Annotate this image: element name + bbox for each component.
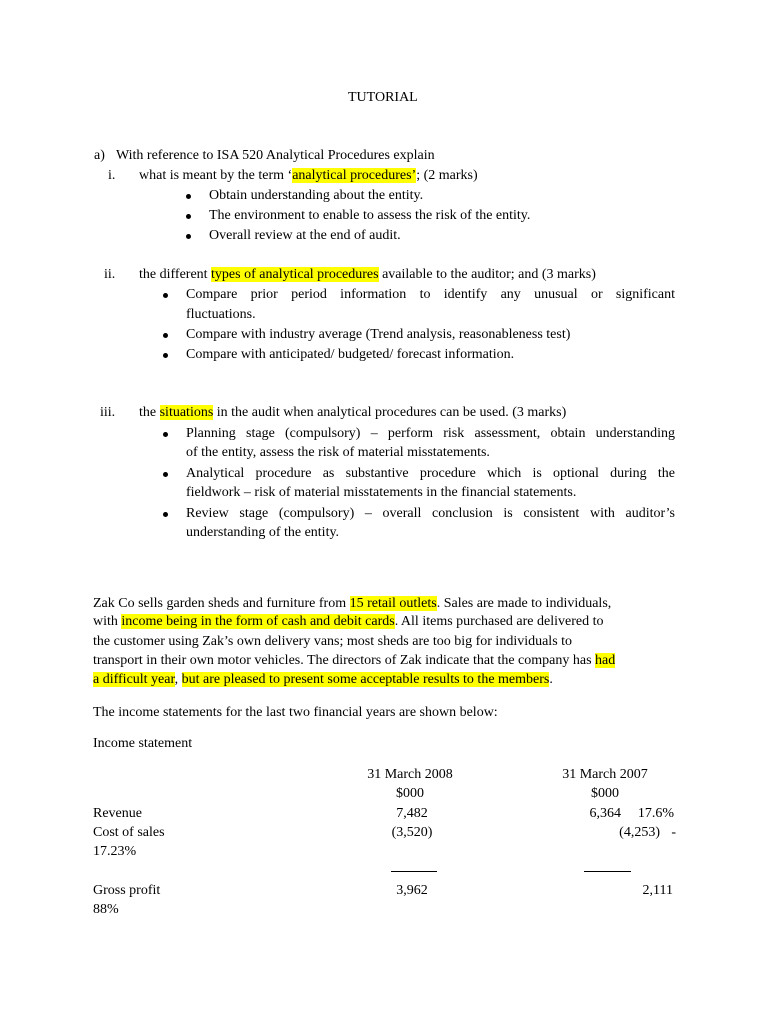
bullet-text: Analytical procedure as substantive procedure which is optional during the: [186, 466, 675, 481]
question-ii: the different types of analytical procedures available to the auditor; and (3 marks): [139, 267, 596, 282]
row-note: 17.6%: [637, 806, 674, 821]
case-line-4: transport in their own motor vehicles. The directors of Zak indicate that the company has had: [93, 653, 616, 668]
bullet-marker: [186, 234, 191, 239]
col-header-2008: 31 March 2008: [367, 767, 453, 782]
numeral-ii: ii.: [104, 267, 116, 282]
row-note-wrap: 88%: [93, 902, 119, 917]
question-i: what is meant by the term ‘analytical procedures’; (2 marks): [139, 168, 478, 183]
unit-2008: $000: [396, 786, 424, 801]
case-line-1: Zak Co sells garden sheds and furniture from 15 retail outlets. Sales are made to individuals,: [93, 596, 612, 611]
value-2007: 2,111: [642, 883, 673, 898]
unit-2007: $000: [591, 786, 619, 801]
bullet-text: Compare with industry average (Trend analysis, reasonableness test): [186, 327, 571, 342]
part-a-marker: a): [94, 148, 105, 163]
col-header-2007: 31 March 2007: [562, 767, 648, 782]
bullet-text-cont: understanding of the entity.: [186, 525, 340, 540]
numeral-iii: iii.: [100, 405, 116, 420]
value-2008: (3,520): [391, 825, 433, 840]
bullet-text: Compare with anticipated/ budgeted/ forecast information.: [186, 347, 515, 362]
bullet-text: Obtain understanding about the entity.: [209, 188, 424, 203]
bullet-text: Planning stage (compulsory) – perform risk assessment, obtain understanding: [186, 426, 675, 441]
bullet-text-cont: fieldwork – risk of material misstatements in the financial statements.: [186, 485, 577, 500]
bullet-marker: [163, 333, 168, 338]
bullet-text: Review stage (compulsory) – overall conclusion is consistent with auditor’s: [186, 506, 675, 521]
question-iii: the situations in the audit when analytical procedures can be used. (3 marks): [139, 405, 567, 420]
row-label: Gross profit: [93, 883, 161, 898]
page-title: TUTORIAL: [348, 90, 418, 105]
numeral-i: i.: [108, 168, 116, 183]
bullet-text: Compare prior period information to identify any unusual or significant: [186, 287, 675, 302]
bullet-text-cont: of the entity, assess the risk of material misstatements.: [186, 445, 490, 460]
bullet-marker: [163, 353, 168, 358]
bullet-marker: [186, 214, 191, 219]
value-2007: (4,253): [619, 825, 660, 840]
row-label: Cost of sales: [93, 825, 165, 840]
bullet-text: Overall review at the end of audit.: [209, 228, 401, 243]
row-note-wrap: 17.23%: [93, 844, 137, 859]
case-line-5: a difficult year, but are pleased to present some acceptable results to the members.: [93, 672, 553, 687]
row-label: Revenue: [93, 806, 142, 821]
value-2008: 3,962: [396, 883, 428, 898]
statement-title: Income statement: [93, 736, 193, 751]
case-line-3: the customer using Zak’s own delivery vans; most sheds are too big for individuals to: [93, 634, 573, 649]
row-note: -: [671, 825, 676, 840]
part-a-intro: With reference to ISA 520 Analytical Procedures explain: [116, 148, 435, 163]
bullet-marker: [163, 432, 168, 437]
bullet-marker: [163, 512, 168, 517]
value-2008: 7,482: [396, 806, 428, 821]
bullet-text: The environment to enable to assess the risk of the entity.: [209, 208, 531, 223]
bullet-marker: [163, 293, 168, 298]
value-2007: 6,364: [589, 806, 621, 821]
bullet-text-cont: fluctuations.: [186, 307, 256, 322]
subtotal-rule: [391, 871, 437, 872]
case-line-2: with income being in the form of cash and debit cards. All items purchased are delivered to: [93, 614, 604, 629]
bullet-marker: [186, 194, 191, 199]
subtotal-rule: [584, 871, 631, 872]
statements-intro: The income statements for the last two financial years are shown below:: [93, 705, 498, 720]
bullet-marker: [163, 472, 168, 477]
